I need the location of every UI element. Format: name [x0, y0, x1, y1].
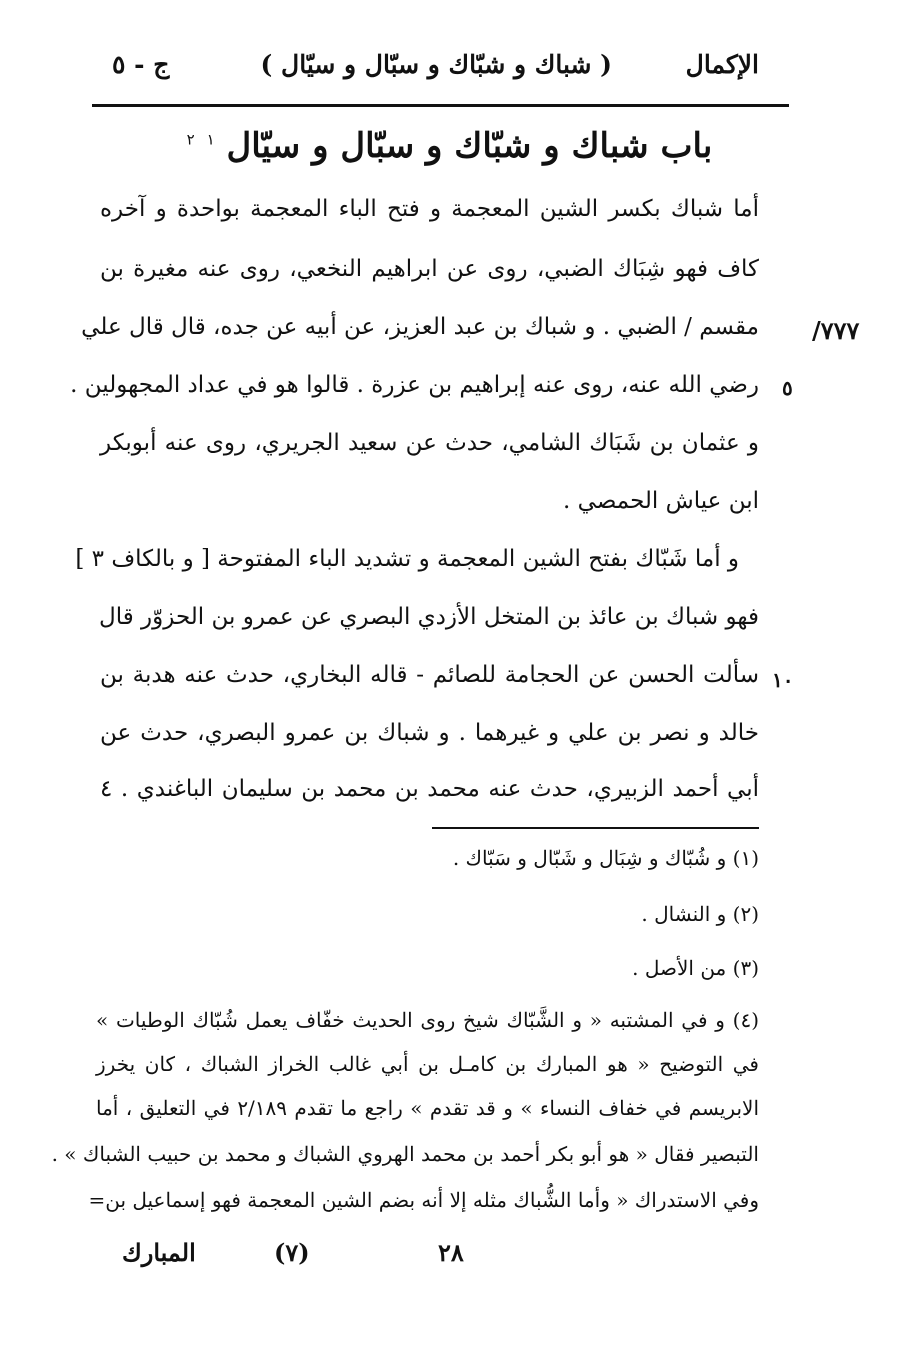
body-line-7: و أما شَبّاك بفتح الشين المعجمة و تشديد الباء المفتوحة [ و بالكاف ٣ ]	[75, 546, 739, 572]
body-line-11: أبي أحمد الزبيري، حدث عنه محمد بن محمد بن سليمان الباغندي . ٤	[100, 776, 759, 802]
running-header-volume: ج - ٥	[112, 50, 170, 79]
footnote-rule	[432, 827, 759, 829]
footnote-3: (٣) من الأصل .	[632, 956, 759, 980]
chapter-title	[180, 126, 719, 166]
chapter-title-text: باب شباك و شبّاك و سبّال و سيّال	[226, 126, 713, 166]
running-header-section: ( شباك و شبّاك و سبّال و سيّال )	[260, 50, 612, 79]
footnote-4-line-4: التبصير فقال « هو أبو بكر أحمد بن محمد الهروي الشباك و محمد بن حبيب الشباك » .	[51, 1142, 759, 1166]
margin-line-5: ٥	[782, 376, 793, 400]
signature-mark: (٧)	[274, 1238, 310, 1267]
title-note-1: ١	[206, 130, 215, 149]
body-line-2: كاف فهو شِبَاك الضبي، روى عن ابراهيم النخعي، روى عنه مغيرة بن	[100, 256, 759, 282]
footnote-2: (٢) و النشال .	[641, 902, 759, 926]
footnote-4-line-5: وفي الاستدراك « وأما الشُّباك مثله إلا أنه بضم الشين المعجمة فهو إسماعيل بن=	[88, 1188, 759, 1212]
footnote-4-line-3: الابريسم في خفاف النساء » و قد تقدم » راجع ما تقدم ٢/١٨٩ في التعليق ، أما	[96, 1096, 759, 1120]
body-line-3: مقسم / الضبي . و شباك بن عبد العزيز، عن أبيه عن جده، قال قال علي	[81, 314, 759, 340]
body-line-9: سألت الحسن عن الحجامة للصائم - قاله البخاري، حدث عنه هدبة بن	[100, 662, 759, 688]
margin-page-ref: /٧٧٧	[812, 316, 860, 345]
running-header-title: الإكمال	[685, 50, 759, 79]
catchword: المبارك	[122, 1238, 196, 1267]
margin-line-10: ١٠	[772, 668, 794, 692]
body-line-10: خالد و نصر بن علي و غيرهما . و شباك بن عمرو البصري، حدث عن	[100, 720, 759, 746]
footnote-4-line-2: في التوضيح « هو المبارك بن كامـل بن أبي غالب الخراز الشباك ، كان يخرز	[96, 1052, 759, 1076]
body-line-6: ابن عياش الحمصي .	[563, 488, 759, 514]
body-line-1: أما شباك بكسر الشين المعجمة و فتح الباء المعجمة بواحدة و آخره	[100, 196, 759, 222]
header-rule	[92, 104, 789, 107]
footnote-4-line-1: (٤) و في المشتبه « و الشَّبّاك شيخ روى الحديث خفّاف يعمل شُبّاك الوطيات »	[96, 1008, 759, 1032]
body-line-4: رضي الله عنه، روى عنه إبراهيم بن عزرة . قالوا هو في عداد المجهولين .	[70, 372, 759, 398]
title-note-2: ٢	[186, 130, 195, 149]
body-line-5: و عثمان بن شَبَاك الشامي، حدث عن سعيد الجريري، روى عنه أبوبكر	[100, 430, 759, 456]
page-number: ٢٨	[438, 1238, 464, 1267]
body-line-8: فهو شباك بن عائذ بن المتخل الأزدي البصري عن عمرو بن الحزوّر قال	[99, 604, 759, 630]
footnote-1: (١) و شُبّاك و شِبَال و شَبّال و سَبّاك .	[452, 846, 759, 870]
